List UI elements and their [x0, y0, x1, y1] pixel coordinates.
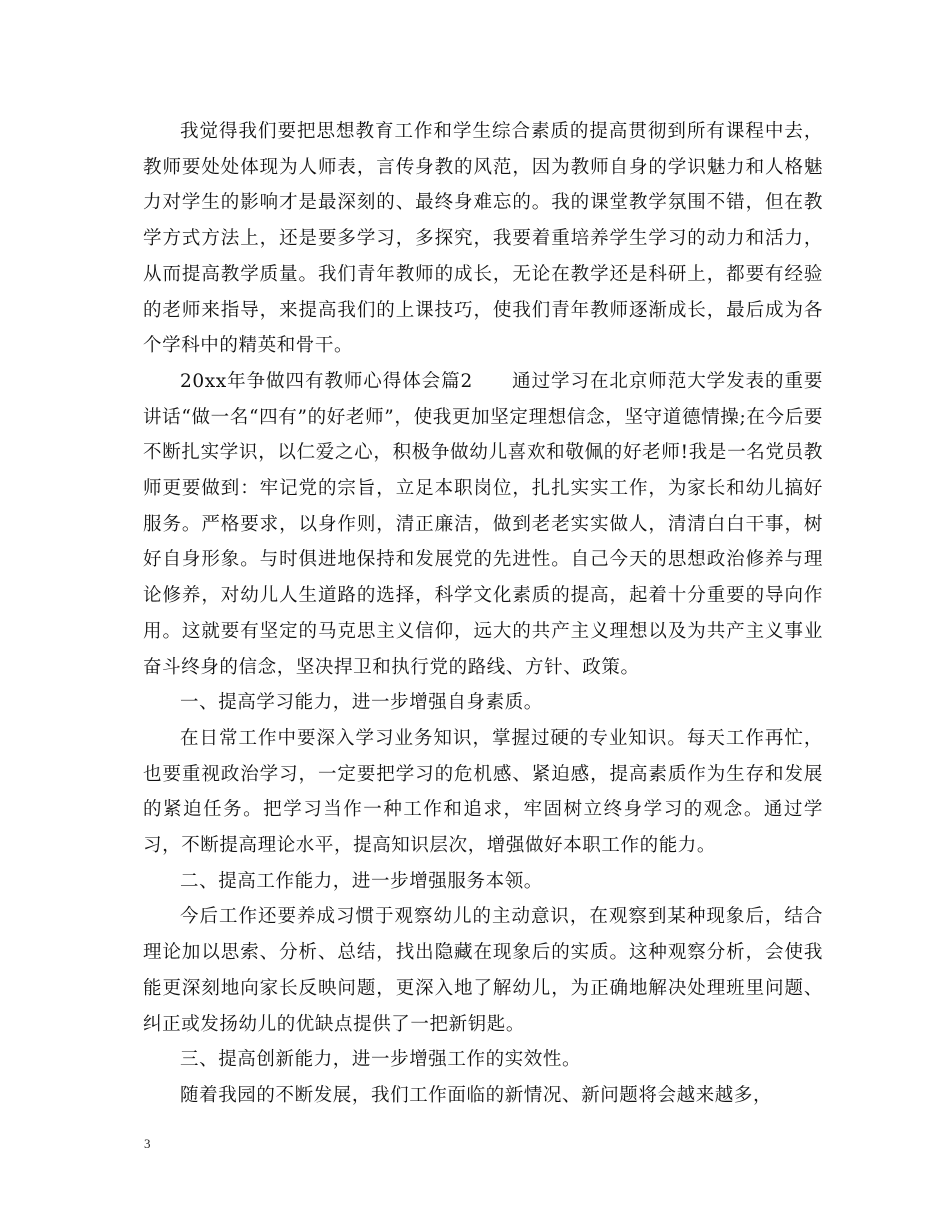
paragraph-article-2: 20xx年争做四有教师心得体会篇2 通过学习在北京师范大学发表的重要讲话“做一名“四有”的好老师”，使我更加坚定理想信念，坚守道德情操;在今后要不断扎实学识，以仁爱之心，积极争做幼儿喜欢和敬佩的好老师!我是一名党员教师更要做到：牢记党的宗旨，立足本职岗位，扎扎实实工作，为家长和幼儿搞好服务。严格要求，以身作则，清正廉洁，做到老老实实做人，清清白白干事，树好自身形象。与时俱进地保持和发展党的先进性。自己今天的思想政治修养与理论修养，对幼儿人生道路的选择，科学文化素质的提高，起着十分重要的导向作用。这就要有坚定的马克思主义信仰，远大的共产主义理想以及为共产主义事业奋斗终身的信念，坚决捍卫和执行党的路线、方针、政策。 [143, 370, 823, 678]
paragraph-work: 今后工作还要养成习惯于观察幼儿的主动意识，在观察到某种现象后，结合理论加以思索、分析、总结，找出隐藏在现象后的实质。这种观察分析，会使我能更深刻地向家长反映问题，更深入地了解幼儿，为正确地解决处理班里问题、纠正或发扬幼儿的优缺点提供了一把新钥匙。 [143, 906, 823, 1035]
section-heading-learning: 一、提高学习能力，进一步增强自身素质。 [180, 692, 543, 714]
paragraph-innovation: 随着我园的不断发展，我们工作面临的新情况、新问题将会越来越多， [180, 1084, 773, 1106]
section-heading-innovation: 三、提高创新能力，进一步增强工作的实效性。 [180, 1049, 582, 1071]
paragraph-intro: 我觉得我们要把思想教育工作和学生综合素质的提高贯彻到所有课程中去，教师要处处体现为人师表，言传身教的风范，因为教师自身的学识魅力和人格魅力对学生的影响才是最深刻的、最终身难忘的。我的课堂教学氛围不错，但在教学方式方法上，还是要多学习，多探究，我要着重培养学生学习的动力和活力，从而提高教学质量。我们青年教师的成长，无论在教学还是科研上，都要有经验的老师来指导，来提高我们的上课技巧，使我们青年教师逐渐成长，最后成为各个学科中的精英和骨干。 [143, 121, 823, 357]
section-heading-work: 二、提高工作能力，进一步增强服务本领。 [180, 870, 543, 892]
page-number: 3 [144, 1136, 151, 1151]
paragraph-learning: 在日常工作中要深入学习业务知识，掌握过硬的专业知识。每天工作再忙，也要重视政治学习，一定要把学习的危机感、紧迫感，提高素质作为生存和发展的紧迫任务。把学习当作一种工作和追求，牢固树立终身学习的观念。通过学习，不断提高理论水平，提高知识层次，增强做好本职工作的能力。 [143, 727, 823, 857]
document-body [143, 114, 823, 1114]
